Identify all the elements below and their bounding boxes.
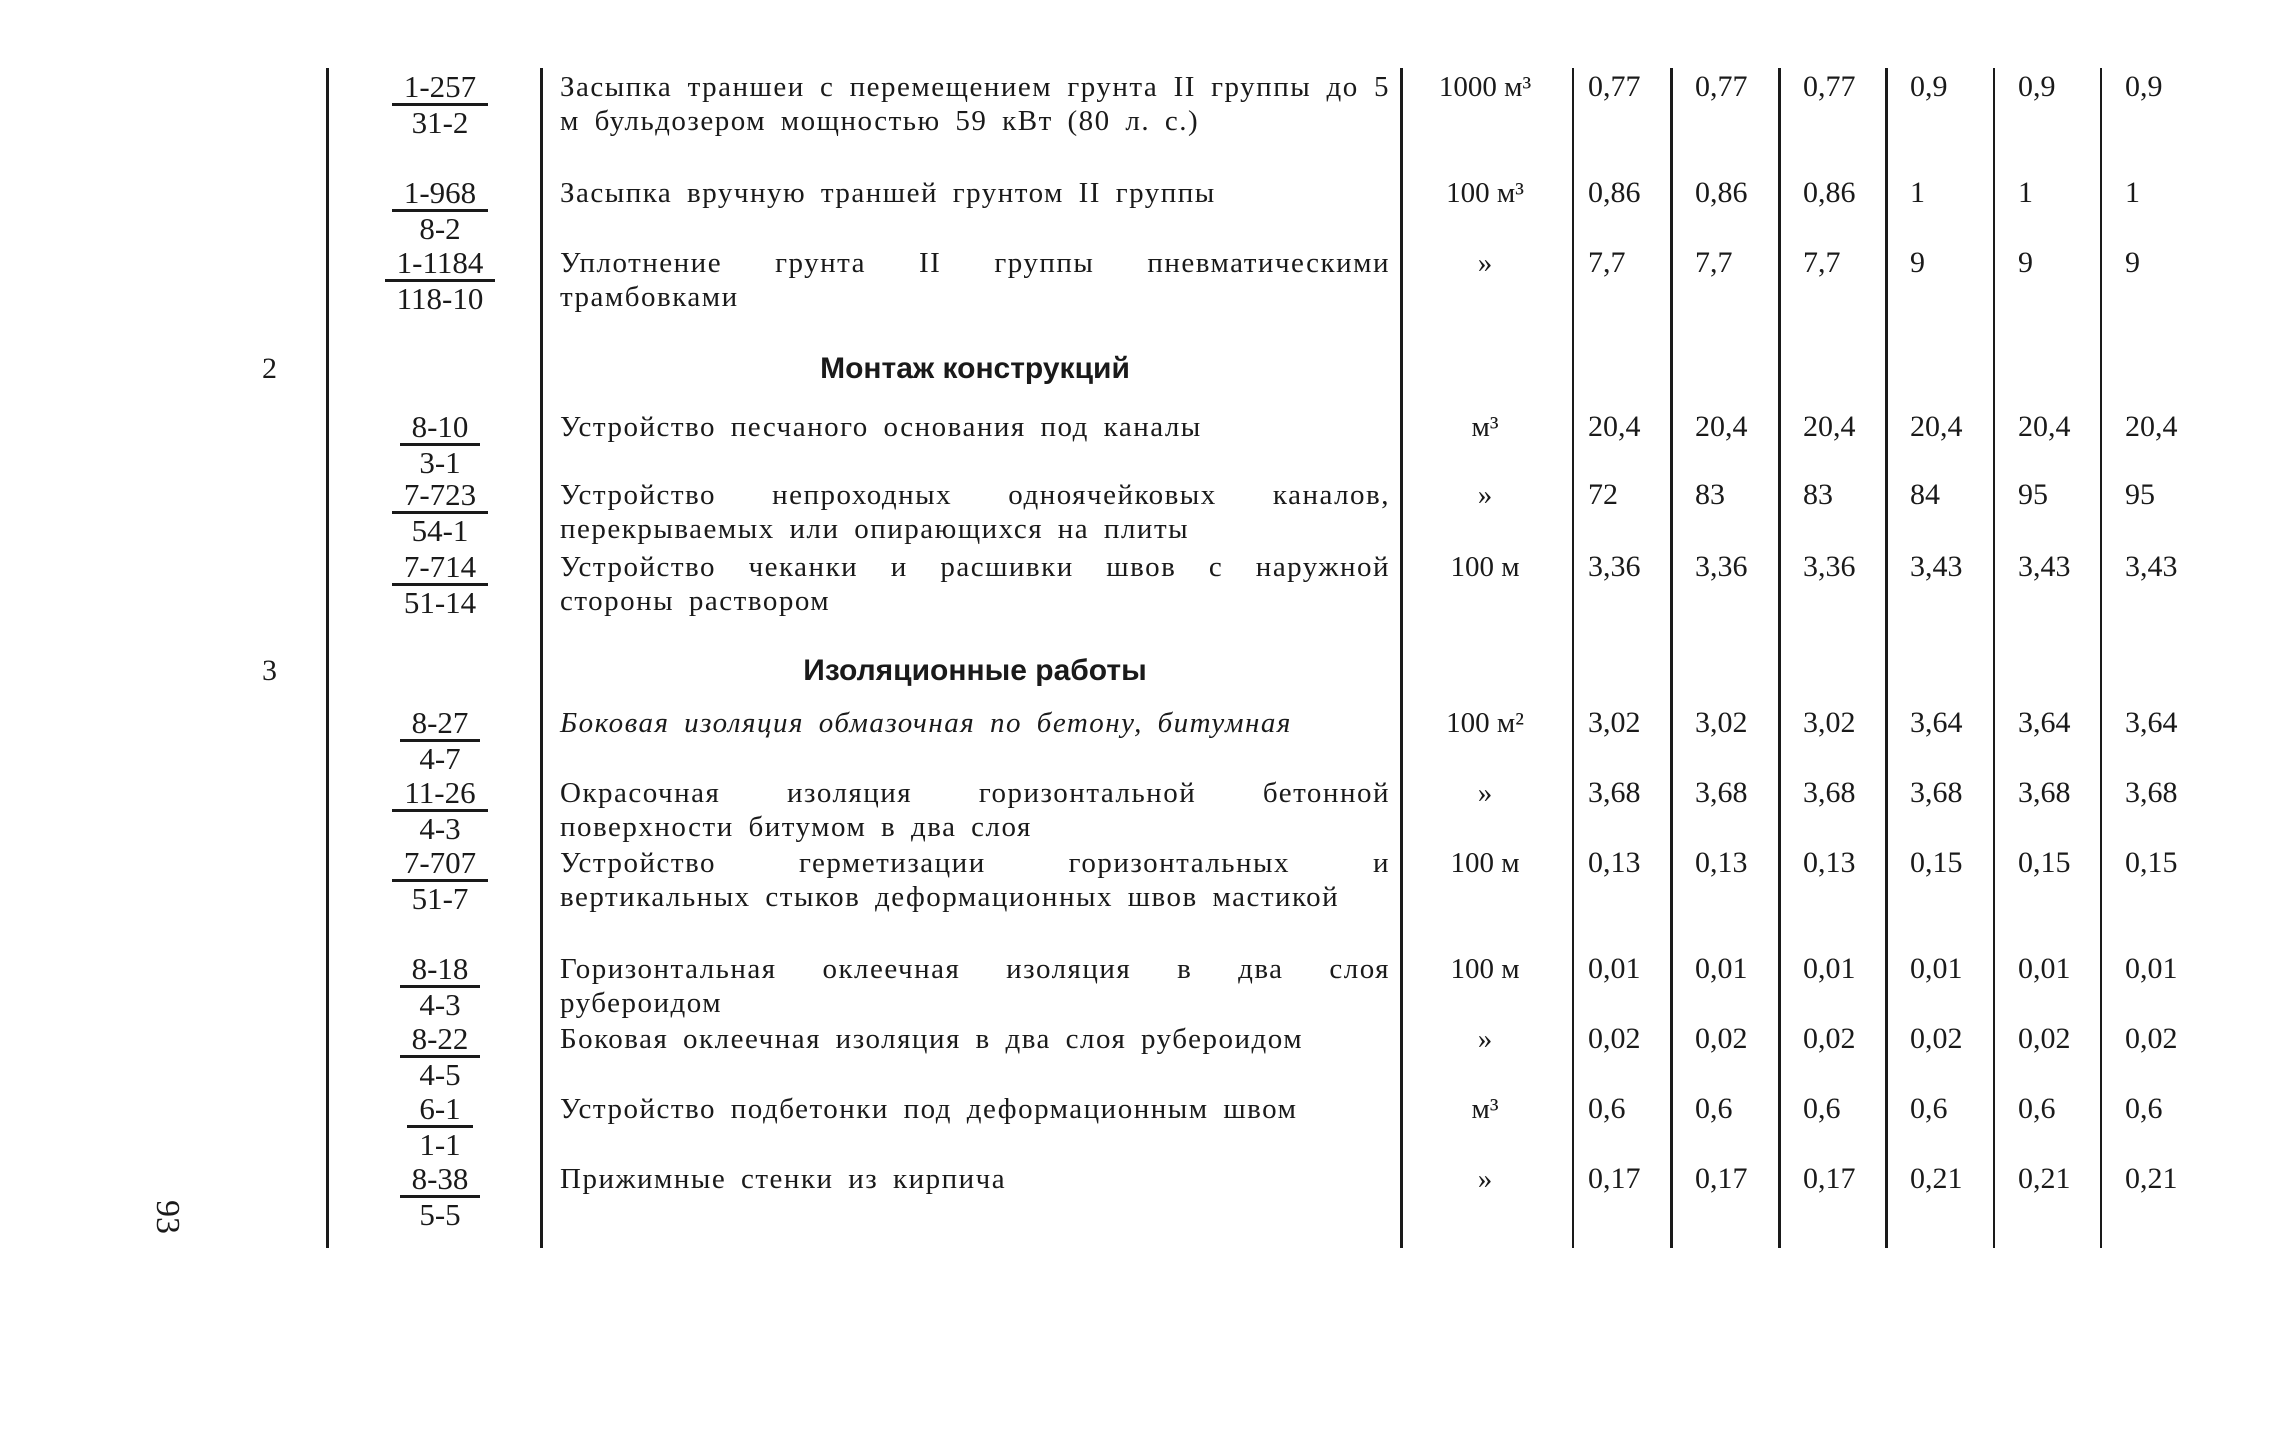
value-cell: 0,6 <box>2018 1092 2056 1125</box>
value-cell: 3,02 <box>1803 706 1856 739</box>
norm-code <box>365 706 515 775</box>
norm-code <box>365 952 515 1021</box>
norm-code <box>365 550 515 619</box>
code-numerator: 6-1 <box>407 1092 472 1128</box>
work-description: Горизонтальная оклеечная изоляция в два слоя рубероидом <box>560 953 1390 1019</box>
value-cell: 3,02 <box>1695 706 1748 739</box>
value-cell: 3,43 <box>2125 550 2178 583</box>
code-numerator: 8-22 <box>400 1022 481 1058</box>
code-denominator: 31-2 <box>411 105 469 140</box>
code-numerator: 11-26 <box>392 776 487 812</box>
column-rule-desc <box>1400 68 1403 1248</box>
value-cell: 3,02 <box>1588 706 1641 739</box>
value-cell: 3,68 <box>1588 776 1641 809</box>
value-cell: 0,17 <box>1803 1162 1856 1195</box>
value-cell: 0,01 <box>1695 952 1748 985</box>
work-description: Засыпка траншеи с перемещением грунта II группы до 5 м бульдозером мощностью 59 кВт (80 л. с.) <box>560 71 1390 137</box>
value-cell: 0,01 <box>1588 952 1641 985</box>
value-cell: 3,68 <box>1803 776 1856 809</box>
value-cell: 0,13 <box>1803 846 1856 879</box>
value-cell: 1 <box>2125 176 2140 209</box>
value-cell: 0,02 <box>2018 1022 2071 1055</box>
unit-of-measure: 100 м <box>1450 847 1520 879</box>
value-cell: 0,15 <box>1910 846 1963 879</box>
norm-code <box>365 70 515 139</box>
value-cell: 0,02 <box>2125 1022 2178 1055</box>
value-cell: 0,21 <box>1910 1162 1963 1195</box>
value-cell: 83 <box>1803 478 1833 511</box>
code-denominator: 8-2 <box>419 211 461 246</box>
value-cell: 7,7 <box>1695 246 1733 279</box>
work-description: Устройство песчаного основания под каналы <box>560 411 1202 443</box>
norm-code <box>365 478 515 547</box>
unit-of-measure: 1000 м³ <box>1438 71 1532 103</box>
value-cell: 95 <box>2018 478 2048 511</box>
column-rule-v1 <box>1670 68 1673 1248</box>
column-rule-v5 <box>2100 68 2102 1248</box>
unit-of-measure: » <box>1477 479 1493 511</box>
unit-of-measure: 100 м² <box>1446 707 1524 739</box>
code-denominator: 1-1 <box>419 1127 461 1162</box>
work-description: Устройство непроходных одноячейковых каналов, перекрываемых или опирающихся на плиты <box>560 479 1390 545</box>
value-cell: 0,17 <box>1588 1162 1641 1195</box>
work-description: Устройство герметизации горизонтальных и вертикальных стыков деформационных швов мастикой <box>560 847 1390 913</box>
value-cell: 20,4 <box>2018 410 2071 443</box>
column-rule-code <box>540 68 543 1248</box>
value-cell: 0,77 <box>1803 70 1856 103</box>
value-cell: 72 <box>1588 478 1618 511</box>
value-cell: 7,7 <box>1588 246 1626 279</box>
code-denominator: 54-1 <box>411 513 469 548</box>
value-cell: 0,01 <box>1910 952 1963 985</box>
unit-of-measure: » <box>1477 777 1493 809</box>
value-cell: 0,13 <box>1588 846 1641 879</box>
code-denominator: 51-7 <box>411 881 469 916</box>
value-cell: 0,86 <box>1588 176 1641 209</box>
value-cell: 0,6 <box>1910 1092 1948 1125</box>
value-cell: 0,02 <box>1910 1022 1963 1055</box>
code-numerator: 1-968 <box>392 176 488 212</box>
value-cell: 20,4 <box>2125 410 2178 443</box>
unit-of-measure: м³ <box>1471 1093 1499 1125</box>
norm-code <box>365 776 515 845</box>
value-cell: 9 <box>2018 246 2033 279</box>
value-cell: 3,68 <box>2018 776 2071 809</box>
value-cell: 3,43 <box>1910 550 1963 583</box>
unit-of-measure: 100 м³ <box>1446 177 1524 209</box>
value-cell: 0,6 <box>1803 1092 1841 1125</box>
norm-code <box>365 846 515 915</box>
value-cell: 0,01 <box>2018 952 2071 985</box>
code-denominator: 51-14 <box>403 585 477 620</box>
code-numerator: 8-10 <box>400 410 481 446</box>
value-cell: 0,15 <box>2125 846 2178 879</box>
value-cell: 3,64 <box>2125 706 2178 739</box>
value-cell: 0,6 <box>1588 1092 1626 1125</box>
value-cell: 0,6 <box>2125 1092 2163 1125</box>
code-numerator: 1-257 <box>392 70 488 106</box>
work-description: Боковая оклеечная изоляция в два слоя рубероидом <box>560 1023 1304 1055</box>
page-number: 93 <box>149 1200 186 1234</box>
unit-of-measure: 100 м <box>1450 953 1520 985</box>
unit-of-measure: » <box>1477 247 1493 279</box>
code-denominator: 5-5 <box>419 1197 461 1232</box>
value-cell: 1 <box>2018 176 2033 209</box>
code-numerator: 1-1184 <box>385 246 496 282</box>
value-cell: 20,4 <box>1803 410 1856 443</box>
norm-code <box>365 1092 515 1161</box>
section-title: Изоляционные работы <box>803 654 1147 687</box>
value-cell: 3,68 <box>1910 776 1963 809</box>
code-numerator: 8-18 <box>400 952 481 988</box>
section-title: Монтаж конструкций <box>820 352 1130 385</box>
code-denominator: 4-5 <box>419 1057 461 1092</box>
code-denominator: 4-3 <box>419 811 461 846</box>
value-cell: 0,17 <box>1695 1162 1748 1195</box>
value-cell: 84 <box>1910 478 1940 511</box>
column-rule-left <box>326 68 329 1248</box>
unit-of-measure: » <box>1477 1023 1493 1055</box>
value-cell: 0,9 <box>1910 70 1948 103</box>
value-cell: 3,64 <box>2018 706 2071 739</box>
value-cell: 7,7 <box>1803 246 1841 279</box>
value-cell: 0,9 <box>2018 70 2056 103</box>
value-cell: 9 <box>1910 246 1925 279</box>
value-cell: 9 <box>2125 246 2140 279</box>
value-cell: 0,77 <box>1695 70 1748 103</box>
code-denominator: 118-10 <box>396 281 484 316</box>
value-cell: 3,43 <box>2018 550 2071 583</box>
value-cell: 0,9 <box>2125 70 2163 103</box>
value-cell: 0,13 <box>1695 846 1748 879</box>
code-numerator: 8-38 <box>400 1162 481 1198</box>
work-description: Устройство чеканки и расшивки швов с наружной стороны раствором <box>560 551 1390 617</box>
value-cell: 1 <box>1910 176 1925 209</box>
value-cell: 3,64 <box>1910 706 1963 739</box>
value-cell: 20,4 <box>1588 410 1641 443</box>
value-cell: 0,01 <box>1803 952 1856 985</box>
work-description: Уплотнение грунта II группы пневматическими трамбовками <box>560 247 1390 313</box>
work-description: Окрасочная изоляция горизонтальной бетонной поверхности битумом в два слоя <box>560 777 1390 843</box>
value-cell: 0,86 <box>1695 176 1748 209</box>
unit-of-measure: м³ <box>1471 411 1499 443</box>
value-cell: 0,21 <box>2018 1162 2071 1195</box>
value-cell: 0,86 <box>1803 176 1856 209</box>
column-rule-v4 <box>1993 68 1995 1248</box>
unit-of-measure: 100 м <box>1450 551 1520 583</box>
norm-code <box>365 1162 515 1231</box>
norm-code <box>365 246 515 315</box>
value-cell: 0,02 <box>1695 1022 1748 1055</box>
value-cell: 0,15 <box>2018 846 2071 879</box>
value-cell: 3,36 <box>1803 550 1856 583</box>
norm-code <box>365 1022 515 1091</box>
value-cell: 20,4 <box>1695 410 1748 443</box>
code-denominator: 4-7 <box>419 741 461 776</box>
value-cell: 0,02 <box>1803 1022 1856 1055</box>
work-description: Прижимные стенки из кирпича <box>560 1163 1007 1195</box>
unit-of-measure: » <box>1477 1163 1493 1195</box>
value-cell: 3,68 <box>1695 776 1748 809</box>
value-cell: 0,77 <box>1588 70 1641 103</box>
column-rule-unit <box>1572 68 1574 1248</box>
code-denominator: 4-3 <box>419 987 461 1022</box>
column-rule-v3 <box>1885 68 1888 1248</box>
section-number: 2 <box>262 352 277 385</box>
value-cell: 0,6 <box>1695 1092 1733 1125</box>
norm-code <box>365 410 515 479</box>
value-cell: 0,02 <box>1588 1022 1641 1055</box>
code-numerator: 7-714 <box>392 550 488 586</box>
norm-code <box>365 176 515 245</box>
section-number: 3 <box>262 654 277 687</box>
code-numerator: 7-723 <box>392 478 488 514</box>
value-cell: 0,01 <box>2125 952 2178 985</box>
value-cell: 3,36 <box>1588 550 1641 583</box>
value-cell: 83 <box>1695 478 1725 511</box>
value-cell: 20,4 <box>1910 410 1963 443</box>
value-cell: 0,21 <box>2125 1162 2178 1195</box>
work-description: Боковая изоляция обмазочная по бетону, битумная <box>560 707 1292 739</box>
column-rule-v2 <box>1778 68 1781 1248</box>
value-cell: 3,36 <box>1695 550 1748 583</box>
value-cell: 3,68 <box>2125 776 2178 809</box>
code-denominator: 3-1 <box>419 445 461 480</box>
work-description: Устройство подбетонки под деформационным швом <box>560 1093 1298 1125</box>
code-numerator: 8-27 <box>400 706 481 742</box>
code-numerator: 7-707 <box>392 846 488 882</box>
work-description: Засыпка вручную траншей грунтом II группы <box>560 177 1216 209</box>
value-cell: 95 <box>2125 478 2155 511</box>
